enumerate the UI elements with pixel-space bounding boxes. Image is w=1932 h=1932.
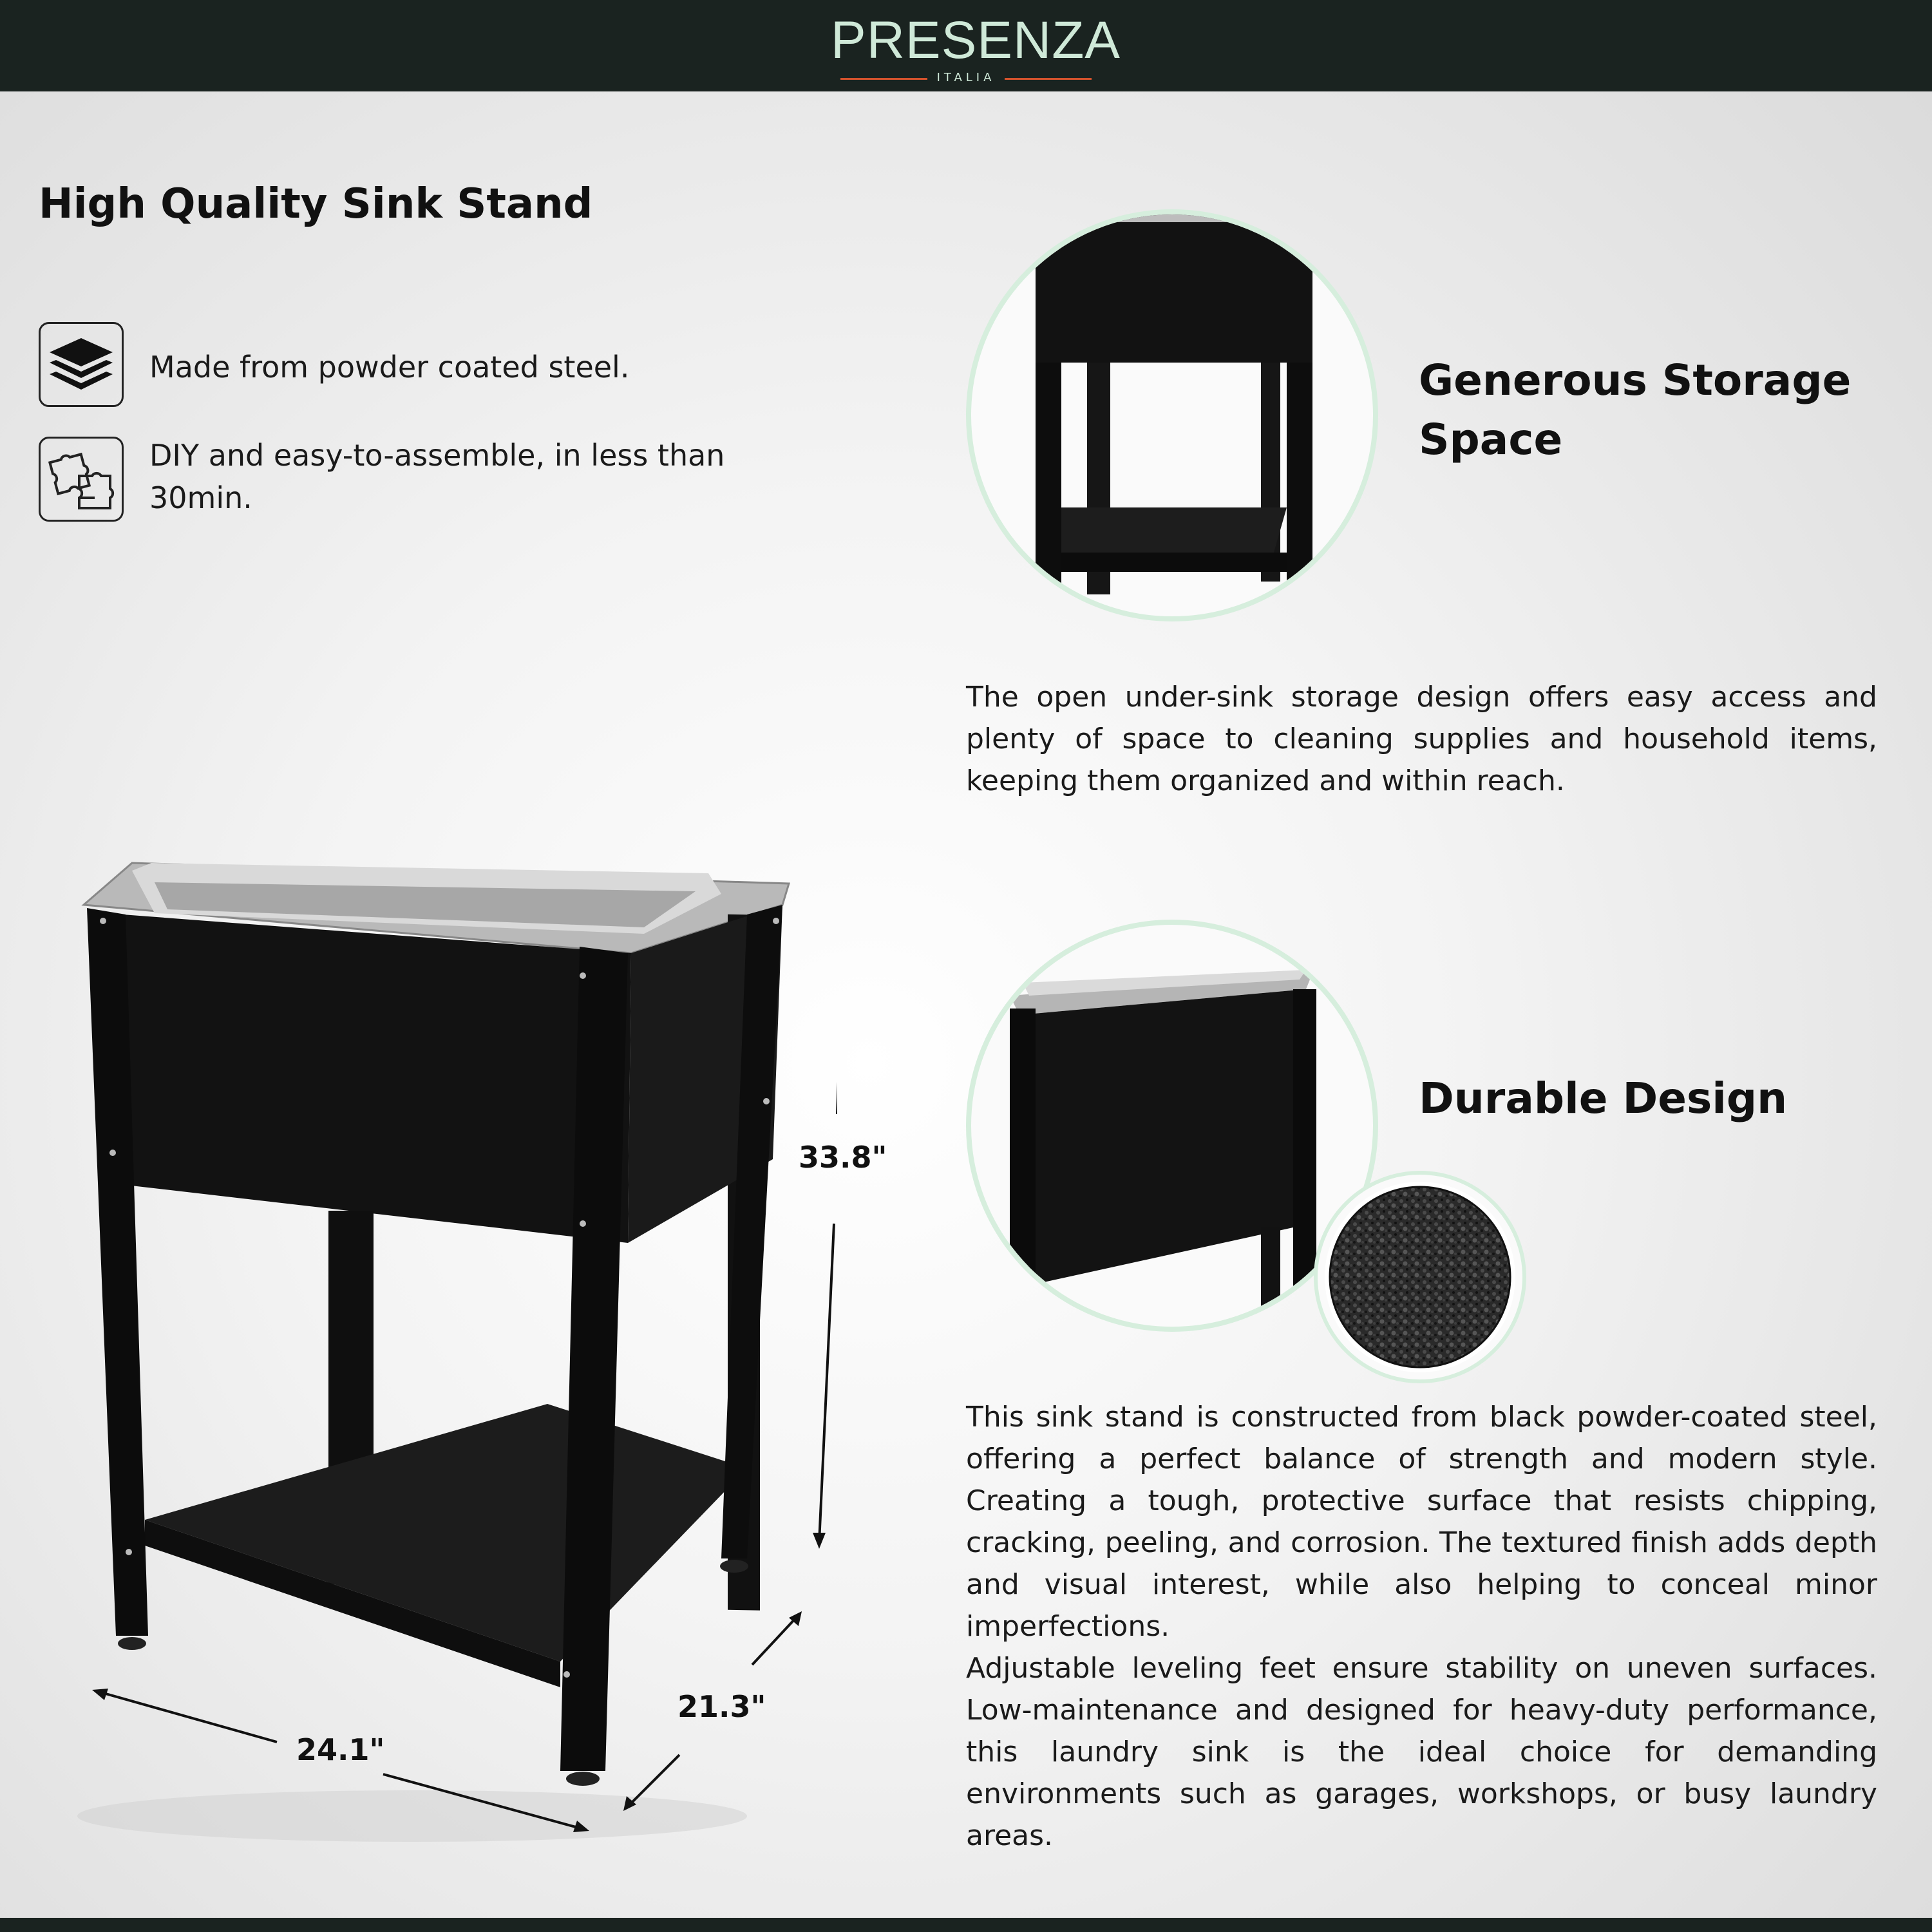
durable-description [966, 1396, 1877, 1857]
header-bar [0, 0, 1932, 91]
layers-icon [39, 322, 124, 407]
feature-text-steel: Made from powder coated steel. [149, 350, 630, 384]
durable-paragraph-1: This sink stand is constructed from black powder-coated steel, offering a perfect balance of strength and modern style. Creating a tough, protective surface that resists chipping, cracking, peeling, and corrosion. The textured finish adds depth and visual interest, while also helping to conceal minor imperfections. [966, 1401, 1877, 1643]
height-dimension-label: 33.8" [799, 1140, 887, 1175]
footer-bar [0, 1918, 1932, 1932]
brand-logo[interactable] [831, 11, 1121, 84]
logo-divider-left [840, 78, 927, 80]
depth-dimension-label: 21.3" [677, 1689, 766, 1724]
feature-text-assembly: DIY and easy-to-assemble, in less than 30min. [149, 438, 725, 515]
page-title: High Quality Sink Stand [39, 180, 593, 228]
durable-heading: Durable Design [1419, 1074, 1788, 1123]
durable-paragraph-2: Adjustable leveling feet ensure stability on uneven surfaces. Low-maintenance and designed for heavy-duty performance, this laundry sink is the ideal choice for demanding environments such as garages, workshops, or busy laundry areas. [966, 1652, 1877, 1852]
width-dimension-label: 24.1" [296, 1732, 385, 1767]
storage-description: The open under-sink storage design offers easy access and plenty of space to cleaning supplies and household items, keeping them organized and within reach. [966, 681, 1877, 797]
texture-swatch-image [1314, 1171, 1526, 1383]
brand-name: PRESENZA [831, 11, 1121, 70]
brand-subtitle: ITALIA [831, 71, 1101, 84]
puzzle-icon [39, 437, 124, 522]
logo-divider-right [1005, 78, 1092, 80]
storage-heading: Generous Storage Space [1419, 355, 1852, 464]
storage-closeup-image [966, 209, 1378, 621]
